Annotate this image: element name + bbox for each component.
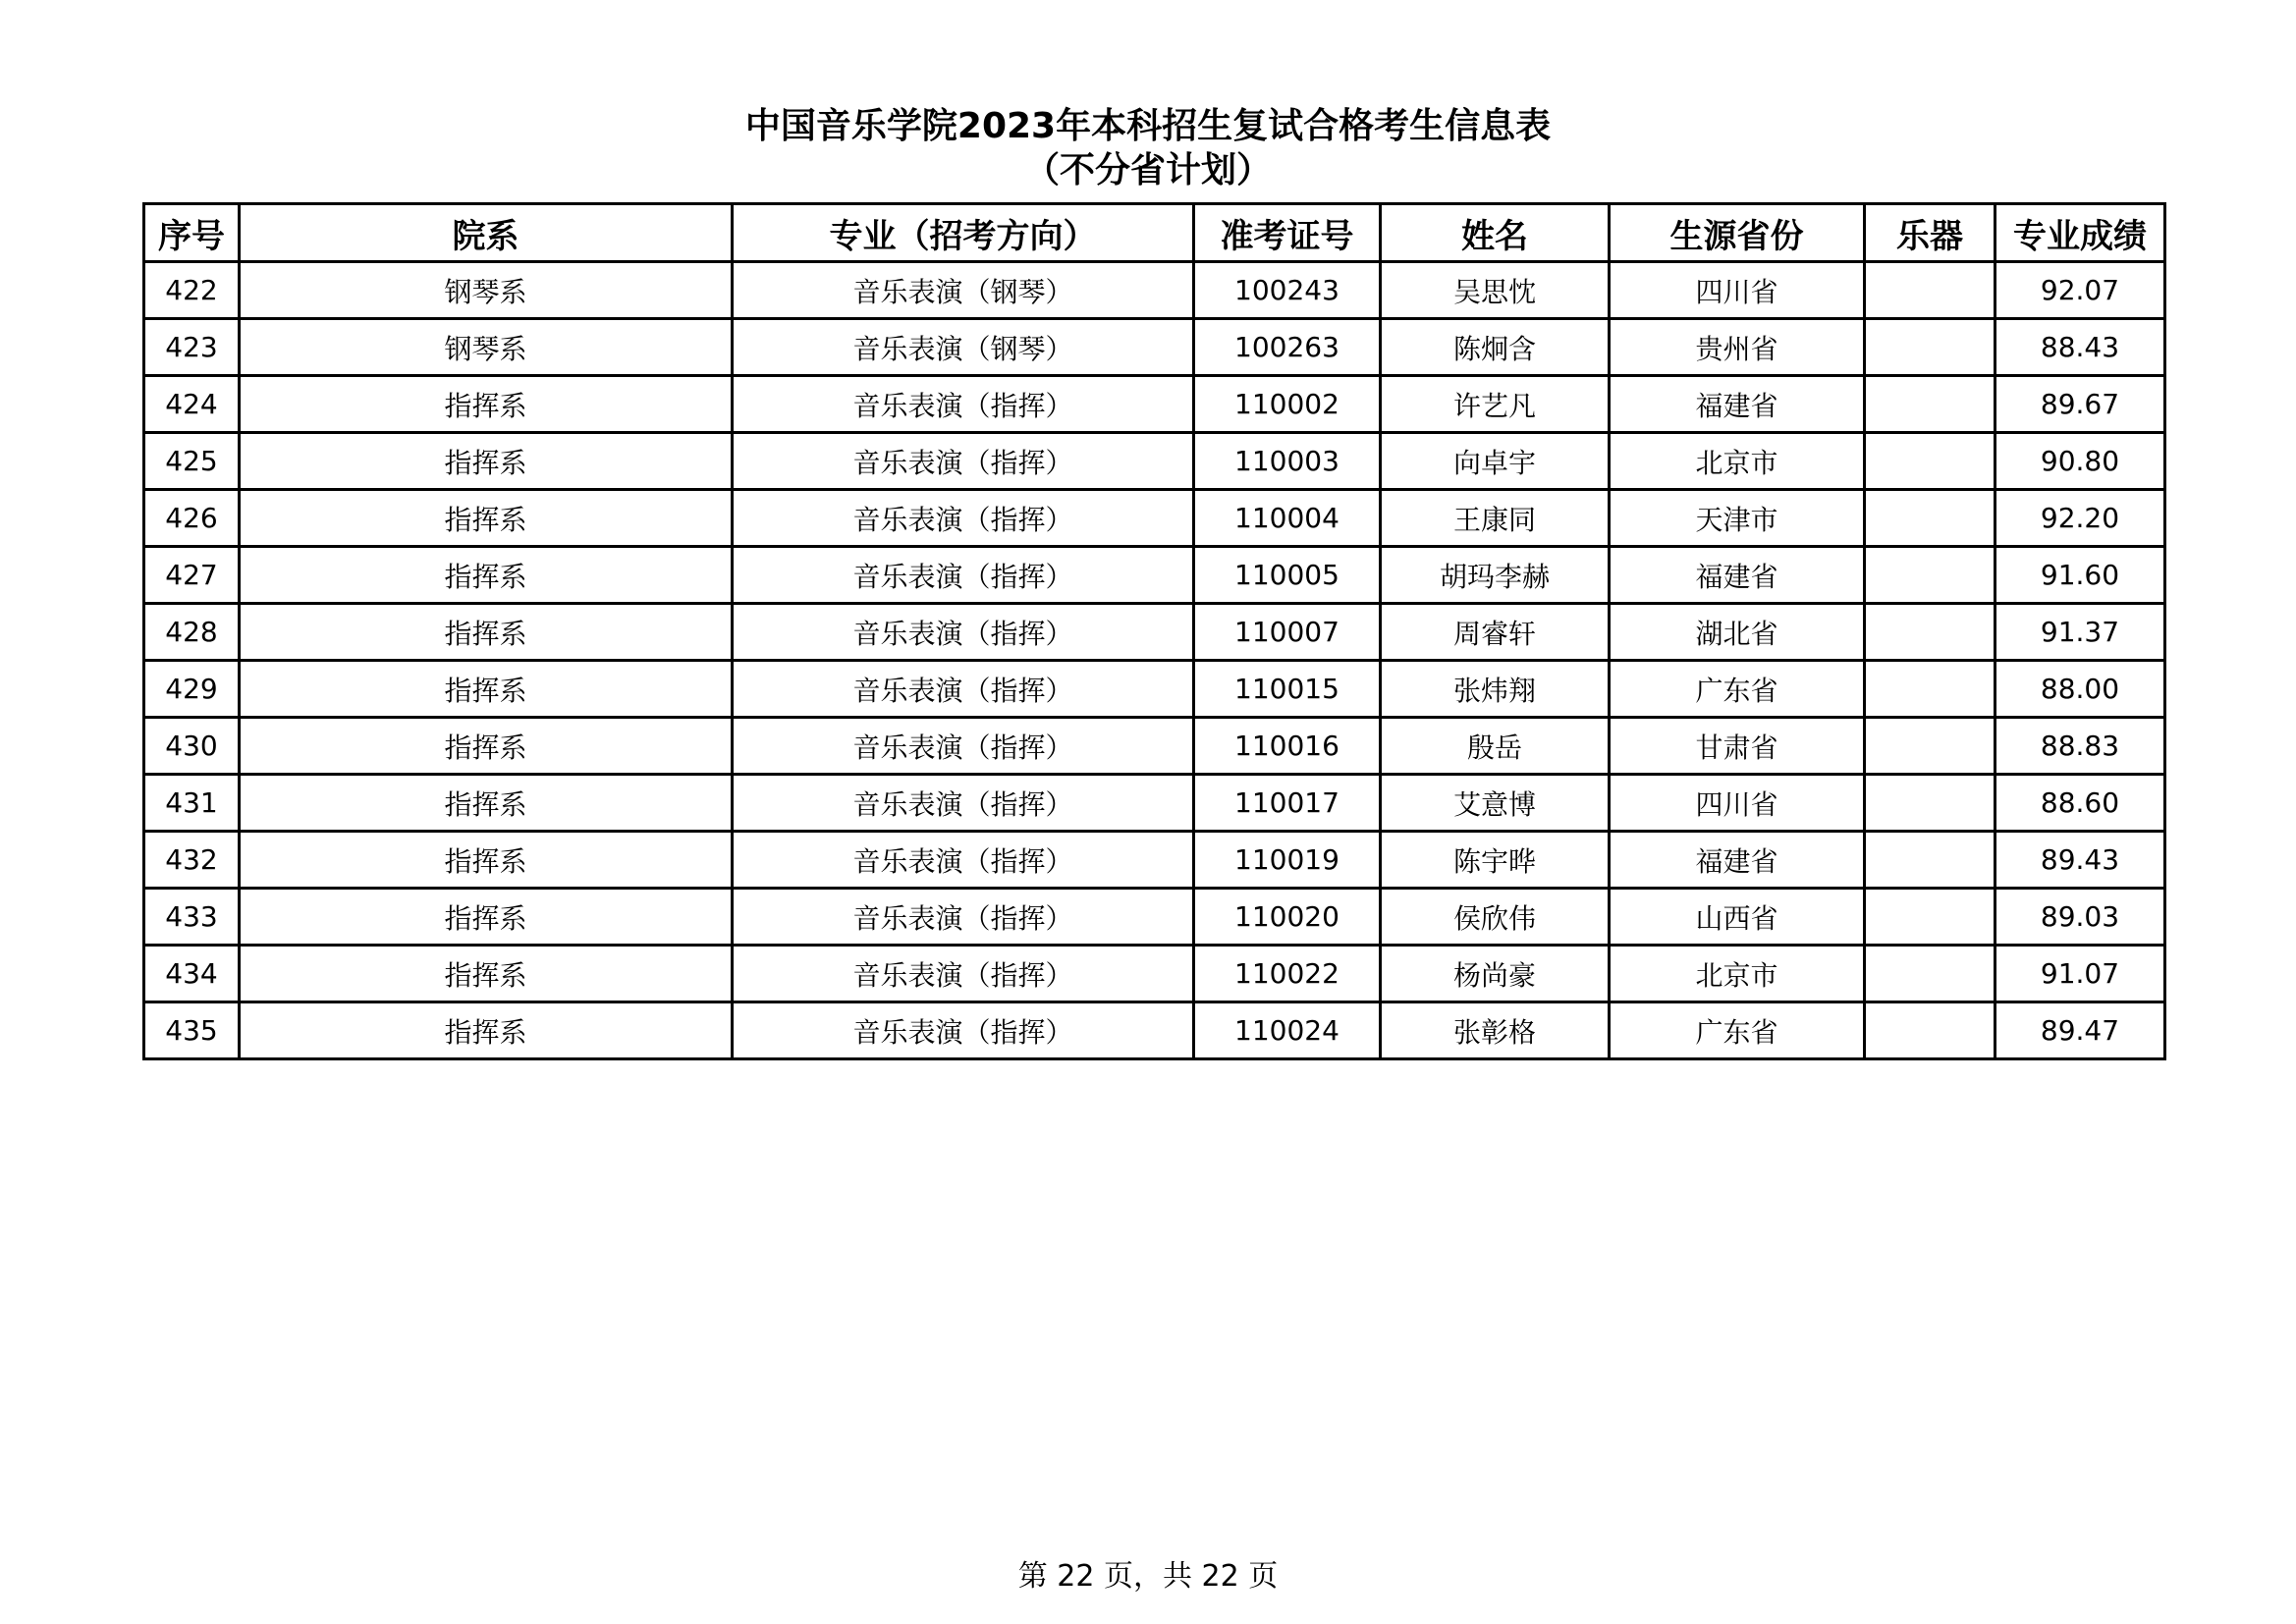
table-row (144, 1002, 2165, 1059)
cell-name: 艾意博 (1381, 775, 1610, 832)
table-row (144, 832, 2165, 889)
cell-name: 胡玛李赫 (1381, 547, 1610, 604)
cell-province: 四川省 (1610, 262, 1865, 319)
cell-exam-number: 110004 (1194, 490, 1381, 547)
table-row (144, 490, 2165, 547)
cell-name: 张彰格 (1381, 1002, 1610, 1059)
cell-province: 山西省 (1610, 889, 1865, 946)
table-row (144, 433, 2165, 490)
cell-name: 杨尚豪 (1381, 946, 1610, 1002)
cell-major: 音乐表演（指挥） (733, 1002, 1194, 1059)
cell-province: 北京市 (1610, 433, 1865, 490)
cell-province: 广东省 (1610, 661, 1865, 718)
cell-province: 北京市 (1610, 946, 1865, 1002)
cell-department: 钢琴系 (240, 262, 733, 319)
cell-major: 音乐表演（指挥） (733, 604, 1194, 661)
cell-instrument (1865, 490, 1995, 547)
cell-index: 425 (144, 433, 240, 490)
cell-department: 指挥系 (240, 661, 733, 718)
cell-department: 指挥系 (240, 889, 733, 946)
cell-score: 88.00 (1995, 661, 2165, 718)
cell-department: 指挥系 (240, 490, 733, 547)
table-header-row (144, 204, 2165, 262)
cell-index: 424 (144, 376, 240, 433)
cell-name: 周睿轩 (1381, 604, 1610, 661)
cell-instrument (1865, 832, 1995, 889)
cell-score: 88.60 (1995, 775, 2165, 832)
cell-exam-number: 110016 (1194, 718, 1381, 775)
cell-index: 430 (144, 718, 240, 775)
cell-major: 音乐表演（指挥） (733, 718, 1194, 775)
cell-province: 四川省 (1610, 775, 1865, 832)
cell-index: 427 (144, 547, 240, 604)
table-row (144, 775, 2165, 832)
page-footer: 第 22 页，共 22 页 (1017, 1559, 1279, 1594)
cell-major: 音乐表演（指挥） (733, 661, 1194, 718)
cell-score: 91.60 (1995, 547, 2165, 604)
cell-exam-number: 110020 (1194, 889, 1381, 946)
table-row (144, 718, 2165, 775)
cell-index: 432 (144, 832, 240, 889)
table-row (144, 946, 2165, 1002)
cell-exam-number: 110015 (1194, 661, 1381, 718)
table-row (144, 661, 2165, 718)
cell-score: 90.80 (1995, 433, 2165, 490)
cell-department: 指挥系 (240, 604, 733, 661)
cell-province: 贵州省 (1610, 319, 1865, 376)
cell-index: 434 (144, 946, 240, 1002)
cell-department: 钢琴系 (240, 319, 733, 376)
cell-name: 吴思忱 (1381, 262, 1610, 319)
cell-index: 423 (144, 319, 240, 376)
cell-score: 91.37 (1995, 604, 2165, 661)
cell-instrument (1865, 946, 1995, 1002)
cell-instrument (1865, 547, 1995, 604)
table-row (144, 604, 2165, 661)
cell-exam-number: 110005 (1194, 547, 1381, 604)
cell-province: 福建省 (1610, 376, 1865, 433)
cell-score: 89.03 (1995, 889, 2165, 946)
cell-score: 92.07 (1995, 262, 2165, 319)
cell-major: 音乐表演（指挥） (733, 889, 1194, 946)
cell-major: 音乐表演（钢琴） (733, 262, 1194, 319)
cell-major: 音乐表演（指挥） (733, 946, 1194, 1002)
cell-major: 音乐表演（指挥） (733, 433, 1194, 490)
cell-province: 广东省 (1610, 1002, 1865, 1059)
header-name: 姓名 (1381, 204, 1610, 262)
cell-score: 89.47 (1995, 1002, 2165, 1059)
header-major: 专业（招考方向） (733, 204, 1194, 262)
cell-instrument (1865, 661, 1995, 718)
cell-instrument (1865, 262, 1995, 319)
cell-department: 指挥系 (240, 376, 733, 433)
cell-index: 433 (144, 889, 240, 946)
table-body (144, 262, 2165, 1059)
cell-major: 音乐表演（钢琴） (733, 319, 1194, 376)
cell-score: 88.83 (1995, 718, 2165, 775)
cell-major: 音乐表演（指挥） (733, 547, 1194, 604)
candidate-table (142, 202, 2166, 1060)
cell-score: 88.43 (1995, 319, 2165, 376)
cell-name: 陈宇晔 (1381, 832, 1610, 889)
page-subtitle: （不分省计划） (1023, 150, 1272, 190)
cell-major: 音乐表演（指挥） (733, 832, 1194, 889)
cell-index: 428 (144, 604, 240, 661)
cell-department: 指挥系 (240, 1002, 733, 1059)
cell-index: 435 (144, 1002, 240, 1059)
cell-index: 422 (144, 262, 240, 319)
cell-exam-number: 110007 (1194, 604, 1381, 661)
header-index: 序号 (144, 204, 240, 262)
cell-department: 指挥系 (240, 775, 733, 832)
cell-exam-number: 110003 (1194, 433, 1381, 490)
cell-exam-number: 110024 (1194, 1002, 1381, 1059)
page-title: 中国音乐学院2023年本科招生复试合格考生信息表 (744, 106, 1552, 146)
table-row (144, 889, 2165, 946)
cell-instrument (1865, 889, 1995, 946)
cell-score: 89.43 (1995, 832, 2165, 889)
cell-index: 429 (144, 661, 240, 718)
cell-province: 甘肃省 (1610, 718, 1865, 775)
cell-instrument (1865, 376, 1995, 433)
cell-major: 音乐表演（指挥） (733, 376, 1194, 433)
cell-instrument (1865, 718, 1995, 775)
cell-department: 指挥系 (240, 832, 733, 889)
cell-exam-number: 110002 (1194, 376, 1381, 433)
header-department: 院系 (240, 204, 733, 262)
cell-province: 福建省 (1610, 547, 1865, 604)
cell-exam-number: 110019 (1194, 832, 1381, 889)
cell-score: 91.07 (1995, 946, 2165, 1002)
cell-name: 侯欣伟 (1381, 889, 1610, 946)
cell-department: 指挥系 (240, 946, 733, 1002)
header-score: 专业成绩 (1995, 204, 2165, 262)
cell-exam-number: 110017 (1194, 775, 1381, 832)
cell-exam-number: 110022 (1194, 946, 1381, 1002)
cell-major: 音乐表演（指挥） (733, 775, 1194, 832)
cell-department: 指挥系 (240, 547, 733, 604)
table-row (144, 262, 2165, 319)
cell-province: 福建省 (1610, 832, 1865, 889)
header-instrument: 乐器 (1865, 204, 1995, 262)
cell-score: 92.20 (1995, 490, 2165, 547)
cell-major: 音乐表演（指挥） (733, 490, 1194, 547)
cell-index: 431 (144, 775, 240, 832)
cell-department: 指挥系 (240, 433, 733, 490)
header-exam-number: 准考证号 (1194, 204, 1381, 262)
cell-index: 426 (144, 490, 240, 547)
table-row (144, 376, 2165, 433)
cell-name: 王康同 (1381, 490, 1610, 547)
cell-instrument (1865, 319, 1995, 376)
cell-exam-number: 100243 (1194, 262, 1381, 319)
header-province: 生源省份 (1610, 204, 1865, 262)
cell-name: 陈炯含 (1381, 319, 1610, 376)
table-row (144, 319, 2165, 376)
table-row (144, 547, 2165, 604)
cell-department: 指挥系 (240, 718, 733, 775)
cell-name: 向卓宇 (1381, 433, 1610, 490)
cell-instrument (1865, 433, 1995, 490)
cell-exam-number: 100263 (1194, 319, 1381, 376)
cell-name: 殷岳 (1381, 718, 1610, 775)
cell-province: 湖北省 (1610, 604, 1865, 661)
cell-name: 许艺凡 (1381, 376, 1610, 433)
cell-instrument (1865, 775, 1995, 832)
cell-name: 张炜翔 (1381, 661, 1610, 718)
cell-score: 89.67 (1995, 376, 2165, 433)
cell-instrument (1865, 604, 1995, 661)
cell-province: 天津市 (1610, 490, 1865, 547)
cell-instrument (1865, 1002, 1995, 1059)
